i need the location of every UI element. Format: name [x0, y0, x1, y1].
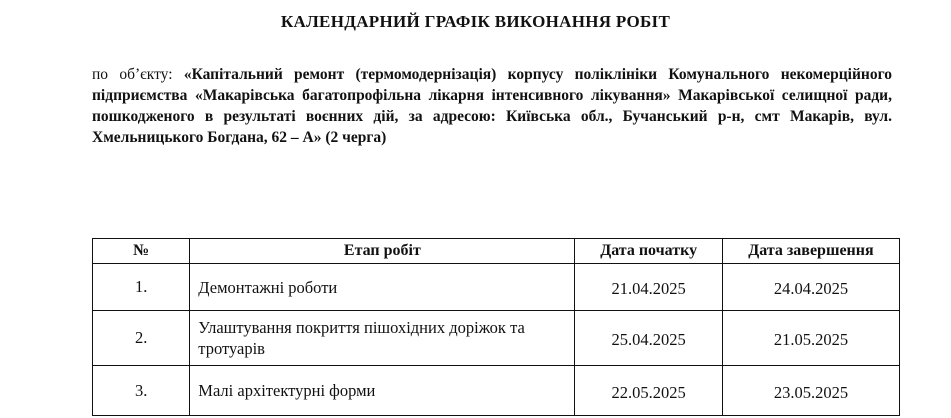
header-stage: Етап робіт — [190, 239, 575, 264]
header-end-date: Дата завершення — [722, 239, 899, 264]
table-header-row — [93, 239, 900, 264]
row-stage: Улаштування покриття пішохідних доріжок та тротуарів — [190, 311, 575, 366]
object-prefix: по об’єкту: — [92, 66, 173, 83]
row-end-date: 23.05.2025 — [722, 366, 899, 416]
header-start-date: Дата початку — [575, 239, 722, 264]
object-name: «Капітальний ремонт (термомодернізація) корпусу поліклініки Комунального некомерційного підприємства «Макарівська багатопрофільна лікарня інтенсивного лікування» Макарівської селищної ради, пошкодженого в результаті воєнних дій, за адресою: Київська обл., Бучанський р-н, смт Макарів, вул. Хмельницького Богдана, 62 – А» (2 черга) — [92, 66, 892, 146]
row-end-date: 24.04.2025 — [722, 264, 899, 311]
row-end-date: 21.05.2025 — [722, 311, 899, 366]
row-stage: Демонтажні роботи — [190, 264, 575, 311]
row-num: 2. — [93, 311, 190, 366]
table-row — [93, 311, 900, 366]
row-start-date: 21.04.2025 — [575, 264, 722, 311]
row-num: 1. — [93, 264, 190, 311]
document-title: КАЛЕНДАРНИЙ ГРАФІК ВИКОНАННЯ РОБІТ — [280, 12, 671, 31]
table-row — [93, 366, 900, 416]
row-num: 3. — [93, 366, 190, 416]
table-row — [93, 264, 900, 311]
header-num: № — [93, 239, 190, 264]
row-stage: Малі архітектурні форми — [190, 366, 575, 416]
work-schedule-table — [92, 238, 900, 416]
row-start-date: 22.05.2025 — [575, 366, 722, 416]
row-start-date: 25.04.2025 — [575, 311, 722, 366]
object-description — [92, 64, 892, 148]
